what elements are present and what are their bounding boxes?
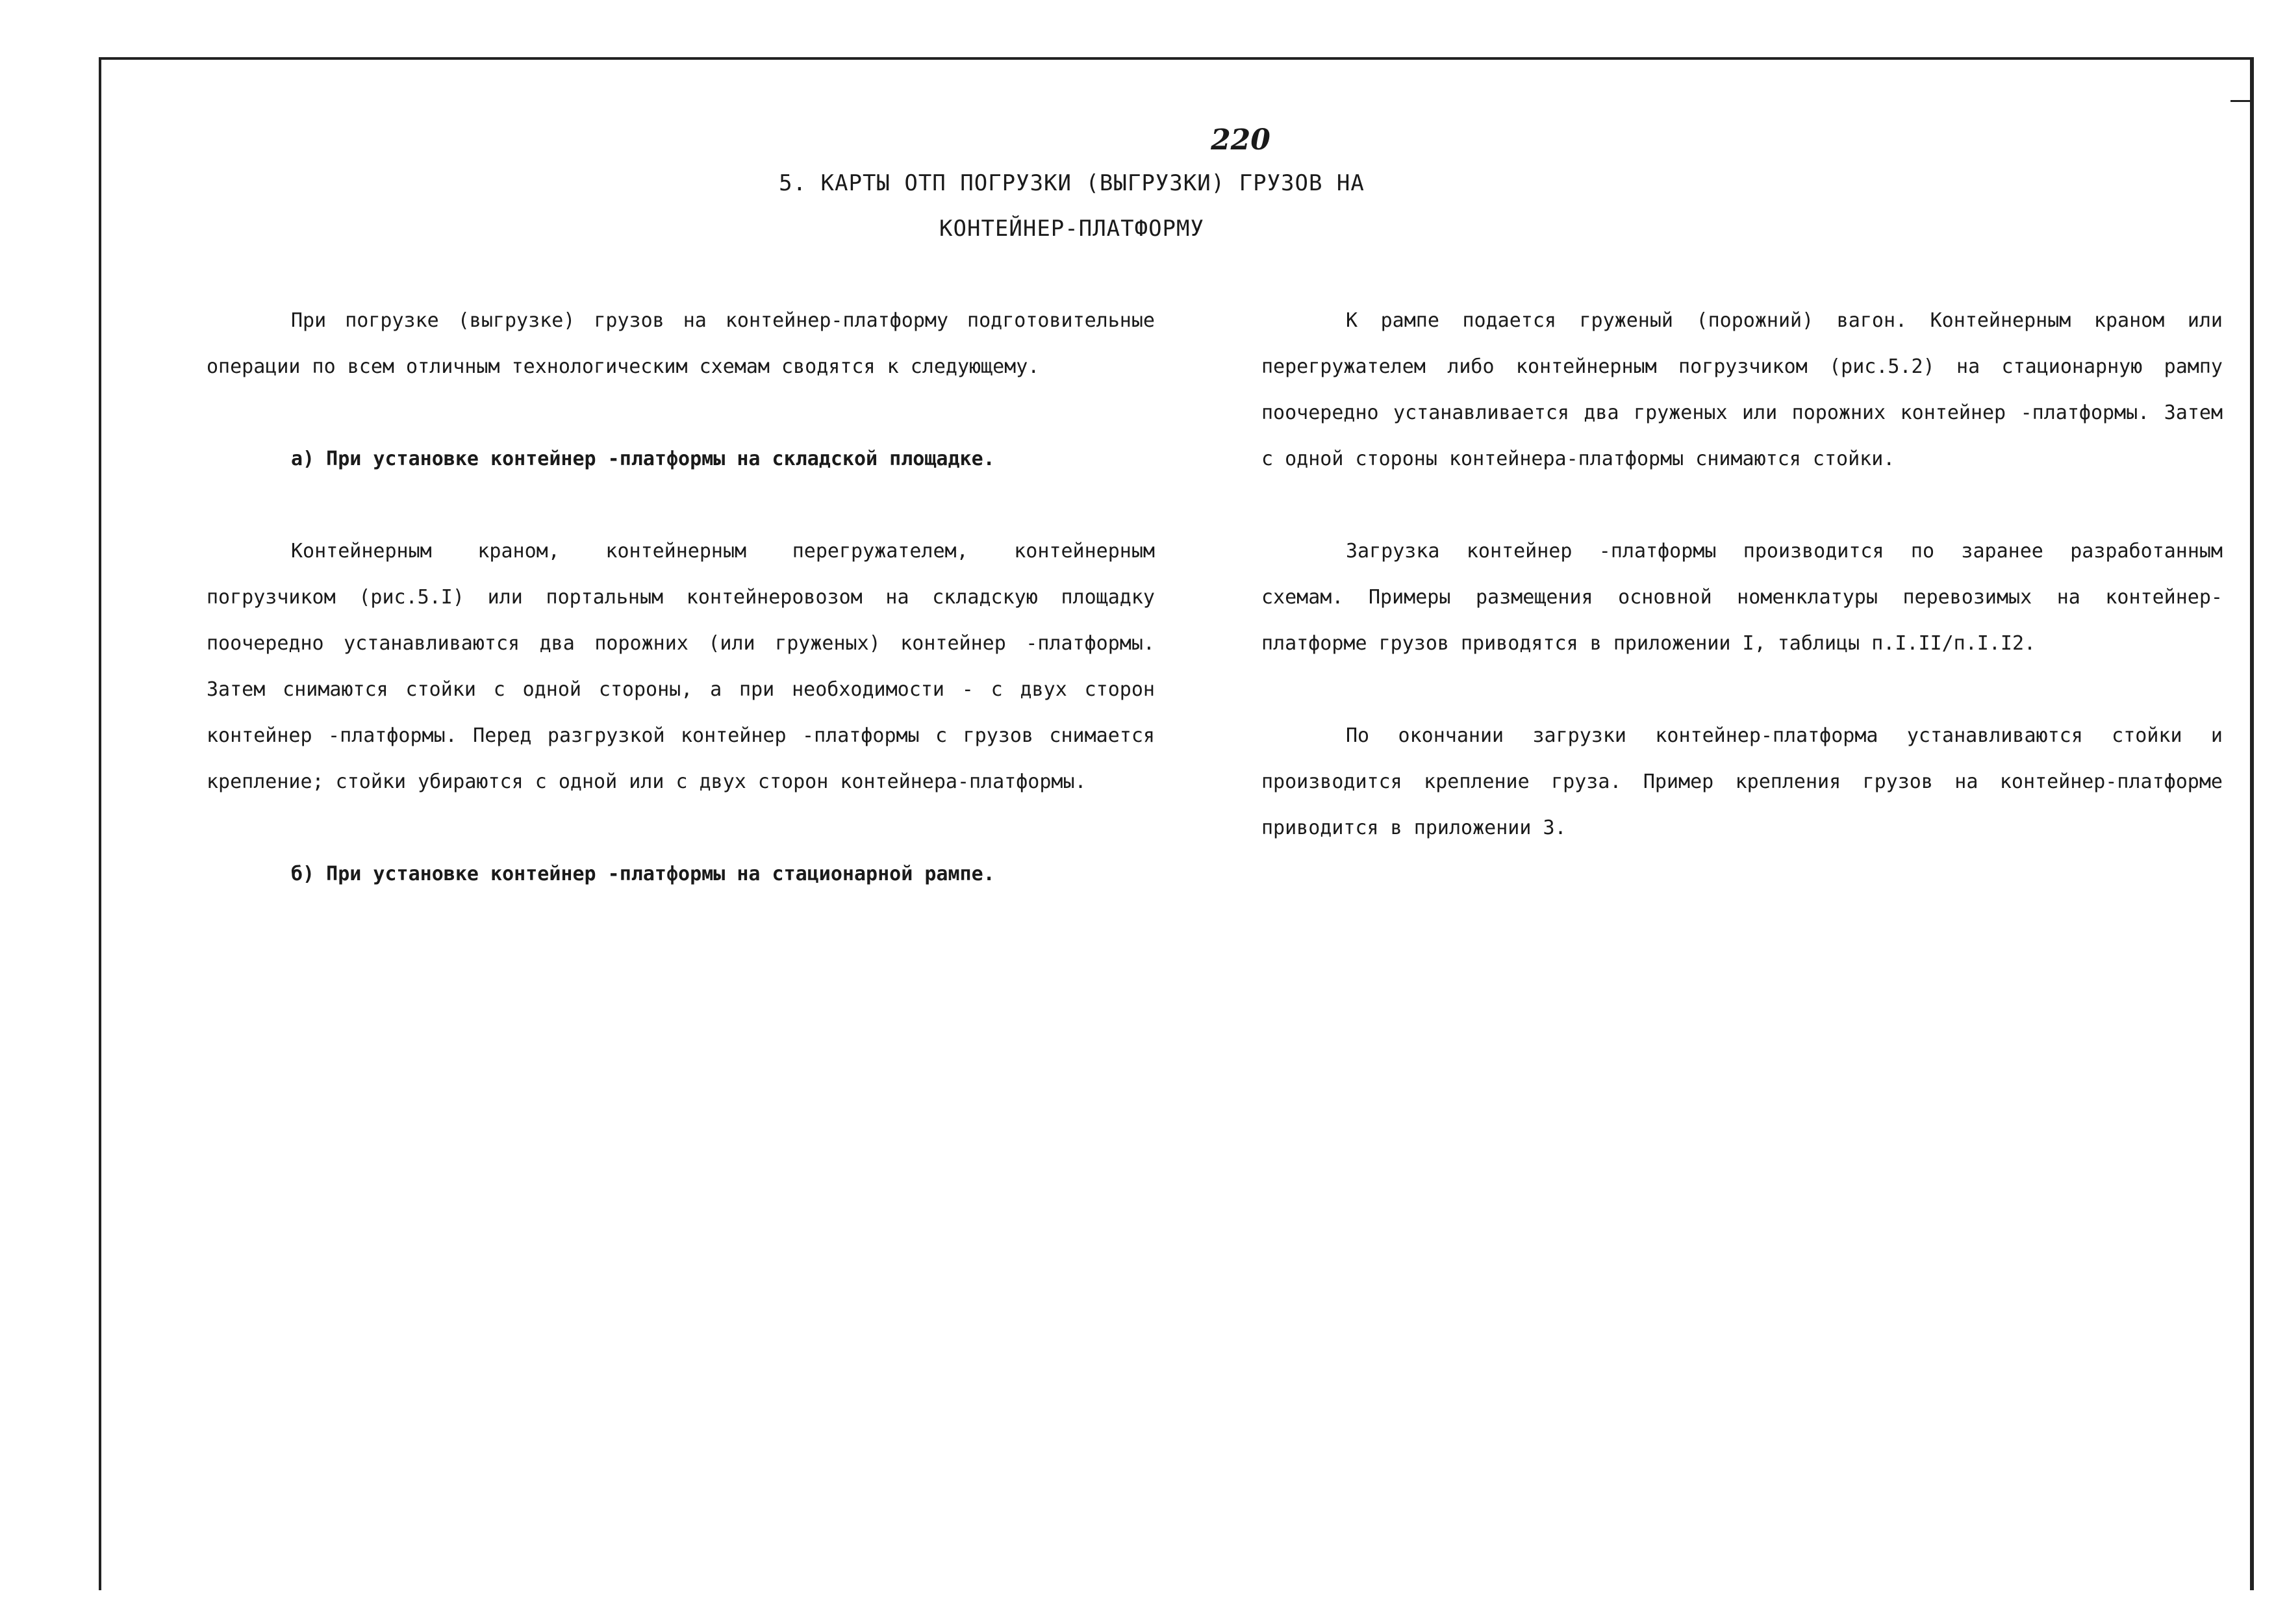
right-column xyxy=(1261,298,2223,897)
subheading-b-stationary-ramp: б) При установке контейнер -платформы на стационарной рампе. xyxy=(291,863,995,885)
frame-tick-mark xyxy=(2230,100,2250,102)
page-number: 220 xyxy=(1211,123,1270,157)
paragraph-storage-area-procedure: Контейнерным краном, контейнерным перегружателем, контейнерным погрузчиком (рис.5.I) или портальным контейнеровозом на складскую площадку поочередно устанавливаются два порожних (или груженых) контейнер -платформы. Затем снимаются стойки с одной стороны, а при необходимости - с двух сторон контейнер -платформы. Перед разгрузкой контейнер -платформы с грузов снимается крепление; стойки убираются с одной или с двух сторон контейнера-платформы. xyxy=(207,540,1155,793)
paragraph-securing-cargo: По окончании загрузки контейнер-платформа устанавливаются стойки и производится крепление груза. Пример крепления грузов на контейнер-платформе приводится в приложении 3. xyxy=(1261,724,2223,839)
paragraph-loading-schemes: Загрузка контейнер -платформы производится по заранее разработанным схемам. Примеры размещения основной номенклатуры перевозимых на контейнер-платформе грузов приводятся в приложении I, таблицы п.I.II/п.I.I2. xyxy=(1261,540,2223,655)
subheading-a-storage-area: а) При установке контейнер -платформы на складской площадке. xyxy=(291,448,995,470)
paragraph-preparatory-operations: При погрузке (выгрузке) грузов на контейнер-платформу подготовительные операции по всем отличным технологическим схемам сводятся к следующему. xyxy=(207,309,1155,378)
section-title-line-1: 5. КАРТЫ ОТП ПОГРУЗКИ (ВЫГРУЗКИ) ГРУЗОВ НА xyxy=(779,170,1365,196)
section-title-line-2: КОНТЕЙНЕР-ПЛАТФОРМУ xyxy=(939,216,1204,242)
left-column xyxy=(207,298,1155,943)
paragraph-ramp-procedure: К рампе подается груженый (порожний) вагон. Контейнерным краном или перегружателем либо контейнерным погрузчиком (рис.5.2) на стационарную рампу поочередно устанавливается два груженых или порожних контейнер -платформы. Затем с одной стороны контейнера-платформы снимаются стойки. xyxy=(1261,309,2223,470)
